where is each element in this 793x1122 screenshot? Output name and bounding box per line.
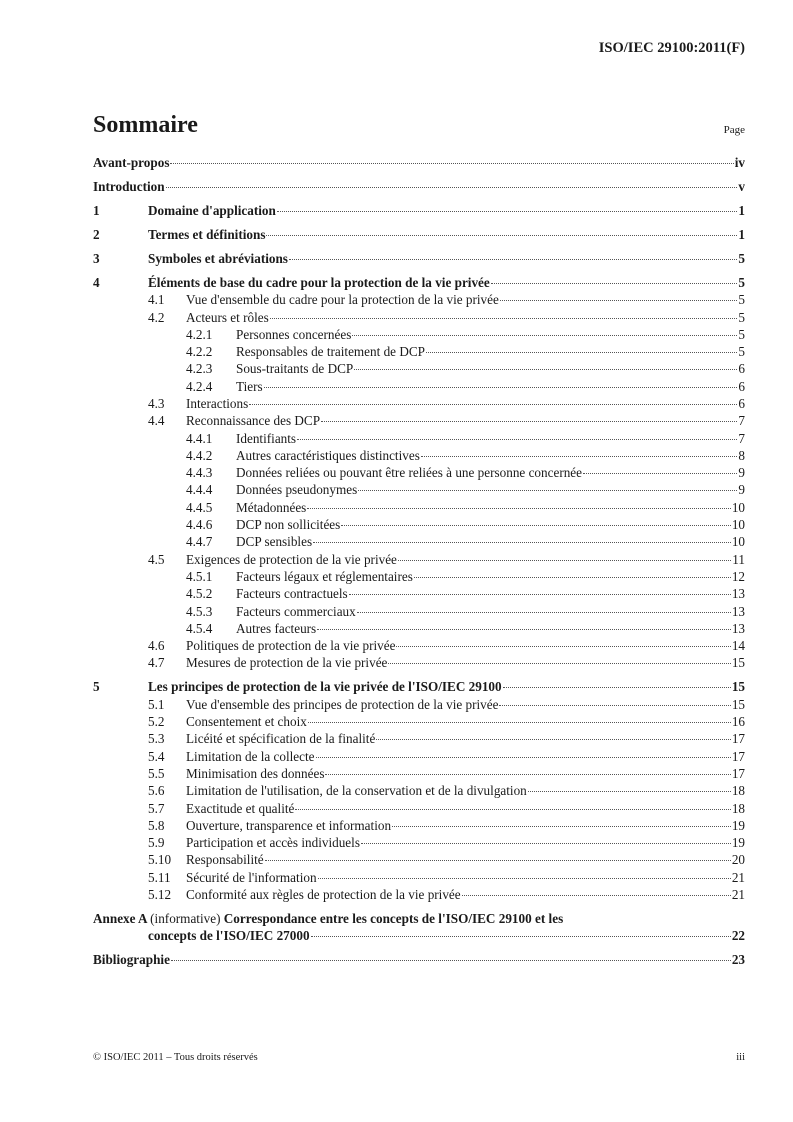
toc-entry[interactable] [93, 378, 745, 395]
dot-leader [166, 187, 738, 188]
toc-entry-page: 21 [731, 869, 745, 885]
footer-page-number: iii [736, 1052, 745, 1063]
dot-leader [388, 663, 730, 664]
toc-entry[interactable] [93, 765, 745, 782]
toc-entry[interactable] [93, 869, 745, 886]
toc-entry-title: Reconnaissance des DCP [186, 413, 321, 429]
toc-entry-page: 5 [738, 274, 745, 290]
toc-entries [93, 154, 745, 903]
page-title: Sommaire [93, 112, 198, 138]
toc-entry-title: Interactions [186, 396, 249, 411]
toc-entry-title: Ouverture, transparence et information [186, 817, 392, 833]
toc-entry-title: Exigences de protection de la vie privée [186, 551, 397, 567]
toc-entry-page: 10 [731, 517, 745, 533]
toc-entry-page: 7 [738, 430, 745, 446]
dot-leader [266, 235, 737, 236]
bibliography-label: Bibliographie [93, 951, 170, 967]
toc-entry[interactable] [93, 464, 745, 481]
toc-entry-page: 18 [731, 800, 745, 816]
toc-entry-page: 11 [732, 551, 745, 567]
toc-entry-page: 13 [731, 603, 745, 619]
toc-entry-title: Données reliées ou pouvant être reliées à une personne concernée [236, 465, 583, 481]
annex-type: (informative) [150, 910, 221, 926]
toc-entry[interactable] [93, 202, 745, 219]
toc-entry[interactable] [93, 696, 745, 713]
toc-entry-page: 12 [731, 568, 745, 584]
toc-entry-number: 5.6 [148, 783, 165, 799]
dot-leader [357, 612, 731, 613]
toc-entry-page: 9 [738, 482, 745, 498]
toc-entry-page: 1 [738, 202, 745, 218]
toc-entry[interactable] [93, 817, 745, 834]
toc-entry-number: 4.4 [148, 413, 165, 429]
dot-leader [426, 352, 737, 353]
toc-entry-title: Les principes de protection de la vie privée de l'ISO/IEC 29100 [148, 679, 502, 695]
toc-entry-title: Domaine d'application [148, 202, 276, 218]
toc-entry-title: Minimisation des données [186, 765, 325, 781]
dot-leader [289, 259, 737, 260]
dot-leader [500, 300, 738, 301]
toc-entry[interactable] [93, 274, 745, 291]
toc-entry-page: 18 [731, 783, 745, 799]
dot-leader [499, 705, 730, 706]
toc-entry-title: Participation et accès individuels [186, 835, 360, 851]
dot-leader [358, 490, 737, 491]
dot-leader [249, 404, 737, 405]
toc-entry-number: 4.5.1 [186, 568, 213, 584]
dot-leader [354, 369, 737, 370]
page-column-label: Page [723, 124, 745, 136]
toc-entry-page: 5 [738, 326, 745, 342]
toc-entry-page: 15 [731, 696, 745, 712]
dot-leader [308, 722, 731, 723]
toc-entry[interactable] [93, 412, 745, 429]
toc-entry-title: Autres caractéristiques distinctives [236, 447, 420, 463]
toc-entry-page: 14 [731, 638, 745, 654]
dot-leader [349, 594, 731, 595]
toc-entry-title: DCP sensibles [236, 534, 313, 550]
toc-entry-number: 4.1 [148, 292, 165, 308]
toc-entry-title: Facteurs contractuels [236, 586, 348, 602]
dot-leader [392, 826, 731, 827]
dot-leader [421, 456, 738, 457]
toc-entry-page: 5 [738, 344, 745, 360]
toc-entry-number: 5 [93, 679, 100, 695]
toc-entry[interactable] [93, 499, 745, 516]
dot-leader [313, 542, 731, 543]
toc-entry[interactable] [93, 678, 745, 695]
toc-entry-page: 9 [738, 465, 745, 481]
toc-entry[interactable] [93, 620, 745, 637]
toc-entry-title: Consentement et choix [186, 714, 307, 730]
toc-entry[interactable] [93, 343, 745, 360]
toc-entry-page: 15 [731, 679, 745, 695]
toc-entry[interactable] [93, 603, 745, 620]
toc-entry-title: Licéité et spécification de la finalité [186, 731, 376, 747]
dot-leader [295, 809, 730, 810]
toc-entry-title: Responsabilité [186, 852, 264, 868]
toc-entry-title: Acteurs et rôles [186, 309, 269, 325]
toc-entry-number: 4.2.1 [186, 326, 213, 342]
dot-leader [317, 629, 731, 630]
toc-entry[interactable] [93, 551, 745, 568]
toc-entry[interactable] [93, 568, 745, 585]
dot-leader [171, 960, 731, 961]
toc-entry-number: 4.2 [148, 309, 165, 325]
toc-entry-title: Conformité aux règles de protection de la vie privée [186, 887, 461, 902]
toc-entry-page: 16 [731, 714, 745, 730]
toc-entry-page: 19 [731, 835, 745, 851]
dot-leader [528, 791, 731, 792]
toc-entry[interactable] [93, 326, 745, 343]
toc-entry[interactable] [93, 654, 745, 671]
toc-entry-number: 4.6 [148, 638, 165, 654]
toc-entry-page: 20 [731, 852, 745, 868]
toc-entry-number: 4.4.7 [186, 534, 213, 550]
toc-entry[interactable] [93, 250, 745, 267]
dot-leader [321, 421, 737, 422]
toc-entry[interactable] [93, 851, 745, 868]
dot-leader [170, 163, 733, 164]
toc-entry-number: 4.3 [148, 396, 165, 411]
toc-entry-number: 4.2.4 [186, 378, 213, 394]
toc-entry[interactable] [93, 713, 745, 730]
toc-entry-page: 1 [738, 226, 745, 242]
toc-entry-title: Mesures de protection de la vie privée [186, 655, 388, 671]
annex-title-line2: concepts de l'ISO/IEC 27000 [148, 927, 310, 943]
toc-entry-page: 5 [738, 309, 745, 325]
annex-page: 22 [731, 927, 745, 943]
toc-entry-number: 4.4.3 [186, 465, 213, 481]
toc-entry-title: Vue d'ensemble du cadre pour la protection de la vie privée [186, 292, 499, 308]
toc-entry-title: Facteurs légaux et réglementaires [236, 568, 413, 584]
toc-entry-title: Limitation de l'utilisation, de la conservation et de la divulgation [186, 783, 527, 799]
dot-leader [264, 387, 738, 388]
toc-entry-title: Sécurité de l'information [186, 869, 317, 885]
dot-leader [503, 687, 731, 688]
toc-entry-page: iv [734, 155, 745, 170]
toc-entry[interactable] [93, 309, 745, 326]
dot-leader [270, 318, 738, 319]
toc-entry-page: 10 [731, 534, 745, 550]
toc-entry-page: 6 [738, 396, 745, 411]
annex-label: Annexe A [93, 910, 147, 926]
toc-entry-number: 2 [93, 226, 100, 242]
toc-entry-number: 5.12 [148, 887, 172, 902]
dot-leader [307, 508, 731, 509]
toc-entry[interactable] [93, 782, 745, 799]
toc-entry-title: Identifiants [236, 430, 297, 446]
dot-leader [265, 860, 731, 861]
toc-entry[interactable] [93, 730, 745, 747]
toc-entry-number: 5.4 [148, 748, 165, 764]
toc-entry-page: 13 [731, 586, 745, 602]
toc-entry[interactable] [93, 481, 745, 498]
dot-leader [462, 895, 731, 896]
toc-entry-title: Vue d'ensemble des principes de protection de la vie privée [186, 696, 499, 712]
toc-entry-title: Tiers [236, 378, 263, 394]
dot-leader [277, 211, 738, 212]
toc-entry-title: Métadonnées [236, 499, 307, 515]
toc-entry[interactable] [93, 637, 745, 654]
toc-entry-title: DCP non sollicitées [236, 517, 341, 533]
toc-entry-page: 6 [738, 361, 745, 377]
toc-entry-number: 4.4.2 [186, 447, 213, 463]
table-of-contents [93, 154, 745, 968]
toc-entry[interactable] [93, 154, 745, 171]
toc-entry-title: Politiques de protection de la vie privée [186, 638, 396, 654]
toc-entry-page: 17 [731, 748, 745, 764]
toc-entry-number: 4.5 [148, 551, 165, 567]
toc-entry-number: 4.5.2 [186, 586, 213, 602]
toc-entry[interactable] [93, 430, 745, 447]
toc-entry-bibliographie[interactable] [93, 951, 745, 968]
toc-entry-title: Termes et définitions [148, 226, 266, 242]
toc-entry[interactable] [93, 800, 745, 817]
dot-leader [414, 577, 731, 578]
toc-entry[interactable] [93, 516, 745, 533]
toc-entry-number: 4.5.3 [186, 603, 213, 619]
dot-leader [376, 739, 731, 740]
document-id: ISO/IEC 29100:2011(F) [598, 40, 745, 56]
toc-entry-title: Facteurs commerciaux [236, 603, 356, 619]
dot-leader [398, 560, 731, 561]
footer-copyright: © ISO/IEC 2011 – Tous droits réservés [93, 1052, 258, 1063]
toc-entry[interactable] [93, 447, 745, 464]
dot-leader [297, 439, 737, 440]
toc-entry-number: 3 [93, 250, 100, 266]
toc-entry-number: 5.3 [148, 731, 165, 747]
toc-entry-number: 4.2.3 [186, 361, 213, 377]
toc-entry-page: 15 [731, 655, 745, 671]
toc-entry[interactable] [93, 178, 745, 195]
toc-entry[interactable] [93, 360, 745, 377]
toc-entry-title: Introduction [93, 178, 165, 194]
toc-entry-title: Données pseudonymes [236, 482, 358, 498]
dot-leader [396, 646, 730, 647]
toc-entry[interactable] [93, 291, 745, 308]
toc-entry-title: Exactitude et qualité [186, 800, 295, 816]
toc-entry-title: Avant-propos [93, 155, 170, 170]
toc-entry-number: 4.4.1 [186, 430, 213, 446]
dot-leader [361, 843, 731, 844]
dot-leader [311, 936, 731, 937]
toc-entry-title: Limitation de la collecte [186, 748, 315, 764]
toc-entry-page: 17 [731, 731, 745, 747]
toc-entry[interactable] [93, 834, 745, 851]
toc-entry-number: 4.2.2 [186, 344, 213, 360]
toc-entry-page: 5 [738, 292, 745, 308]
toc-entry-number: 4.4.4 [186, 482, 213, 498]
toc-entry-number: 4.4.6 [186, 517, 213, 533]
toc-entry-title: Autres facteurs [236, 620, 317, 636]
toc-entry[interactable] [93, 886, 745, 903]
dot-leader [352, 335, 737, 336]
dot-leader [491, 283, 738, 284]
toc-entry-page: 8 [738, 447, 745, 463]
toc-entry[interactable] [93, 533, 745, 550]
toc-entry-page: 19 [731, 817, 745, 833]
toc-entry[interactable] [93, 585, 745, 602]
toc-entry-number: 5.5 [148, 765, 165, 781]
toc-entry-number: 4.7 [148, 655, 165, 671]
toc-entry-number: 5.7 [148, 800, 165, 816]
toc-entry-number: 5.9 [148, 835, 165, 851]
toc-entry[interactable] [93, 395, 745, 412]
dot-leader [341, 525, 731, 526]
toc-entry-title: Éléments de base du cadre pour la protection de la vie privée [148, 274, 490, 290]
bibliography-page: 23 [731, 951, 745, 967]
annex-title-line1: Correspondance entre les concepts de l'ISO/IEC 29100 et les [223, 910, 564, 926]
dot-leader [325, 774, 730, 775]
dot-leader [583, 473, 737, 474]
toc-entry-page: 10 [731, 499, 745, 515]
toc-entry-number: 4.4.5 [186, 499, 213, 515]
toc-entry-annex-a[interactable] [93, 910, 745, 944]
toc-entry-number: 5.8 [148, 817, 165, 833]
toc-entry-title: Personnes concernées [236, 326, 352, 342]
toc-entry-title: Responsables de traitement de DCP [236, 344, 425, 360]
toc-entry[interactable] [93, 226, 745, 243]
toc-entry-page: 7 [738, 413, 745, 429]
toc-entry[interactable] [93, 748, 745, 765]
toc-entry-page: 5 [738, 250, 745, 266]
toc-entry-number: 4.5.4 [186, 620, 213, 636]
toc-entry-page: 17 [731, 765, 745, 781]
toc-entry-page: 21 [731, 887, 745, 902]
toc-entry-number: 1 [93, 202, 100, 218]
toc-entry-title: Sous-traitants de DCP [236, 361, 354, 377]
toc-entry-number: 5.1 [148, 696, 165, 712]
toc-entry-number: 5.11 [148, 869, 171, 885]
toc-entry-number: 4 [93, 274, 100, 290]
dot-leader [318, 878, 731, 879]
toc-entry-page: 13 [731, 620, 745, 636]
toc-entry-number: 5.2 [148, 714, 165, 730]
toc-entry-page: 6 [738, 378, 745, 394]
toc-entry-number: 5.10 [148, 852, 172, 868]
toc-entry-page: v [738, 178, 745, 194]
dot-leader [316, 757, 731, 758]
toc-entry-title: Symboles et abréviations [148, 250, 288, 266]
